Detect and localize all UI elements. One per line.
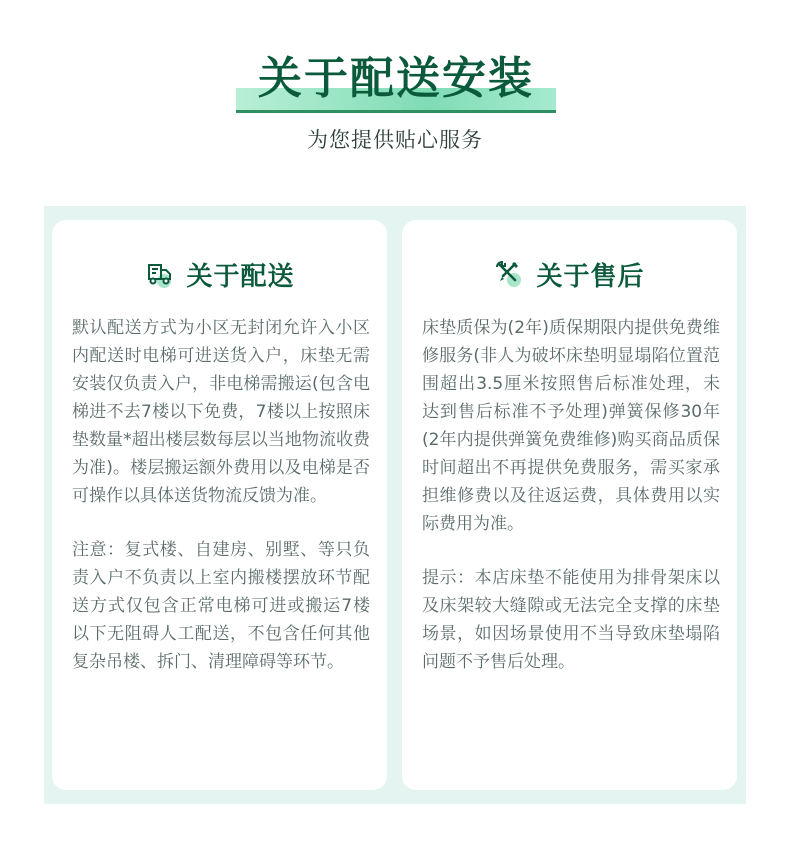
after-sales-card [402, 220, 737, 790]
page-title: 关于配送安装 [258, 53, 534, 104]
page-subtitle: 为您提供贴心服务 [307, 128, 483, 152]
after-sales-card-body [422, 314, 720, 676]
title-block [236, 48, 556, 114]
delivery-card [52, 220, 387, 790]
delivery-paragraph-1: 默认配送方式为小区无封闭允许入小区内配送时电梯可进送货入户，床垫无需安装仅负责入户，非电梯需搬运(包含电梯进不去7楼以下免费，7楼以上按照床垫数量*超出楼层数每层以当地物流收费为准)。楼层搬运额外费用以及电梯是否可操作以具体送货物流反馈为准。 [72, 318, 370, 506]
after-sales-paragraph-1: 床垫质保为(2年)质保期限内提供免费维修服务(非人为破坏床垫明显塌陷位置范围超出3.5厘米按照售后标准处理，未达到售后标准不予处理)弹簧保修30年(2年内提供弹簧免费维修)购买商品质保时间超出不再提供免费服务，需买家承担维修费以及往返运费，具体费用以实际费用为准。 [422, 318, 720, 534]
info-panel [44, 206, 746, 804]
after-sales-paragraph-2: 提示：本店床垫不能使用为排骨架床以及床架较大缝隙或无法完全支撑的床垫场景，如因场景使用不当导致床垫塌陷问题不予售后处理。 [422, 568, 720, 672]
delivery-card-title: 关于配送 [186, 261, 295, 292]
delivery-card-body [72, 314, 370, 676]
after-sales-card-title: 关于售后 [536, 261, 645, 292]
delivery-card-header [52, 254, 387, 294]
delivery-paragraph-2: 注意：复式楼、自建房、别墅、等只负责入户不负责以上室内搬楼摆放环节配送方式仅包含正常电梯可进或搬运7楼以下无阻碍人工配送，不包含任何其他复杂吊楼、拆门、清理障碍等环节。 [72, 540, 370, 672]
after-sales-card-header [402, 254, 737, 294]
wrench-screwdriver-icon [494, 259, 524, 289]
page-header [0, 0, 790, 200]
delivery-truck-icon [144, 259, 174, 289]
